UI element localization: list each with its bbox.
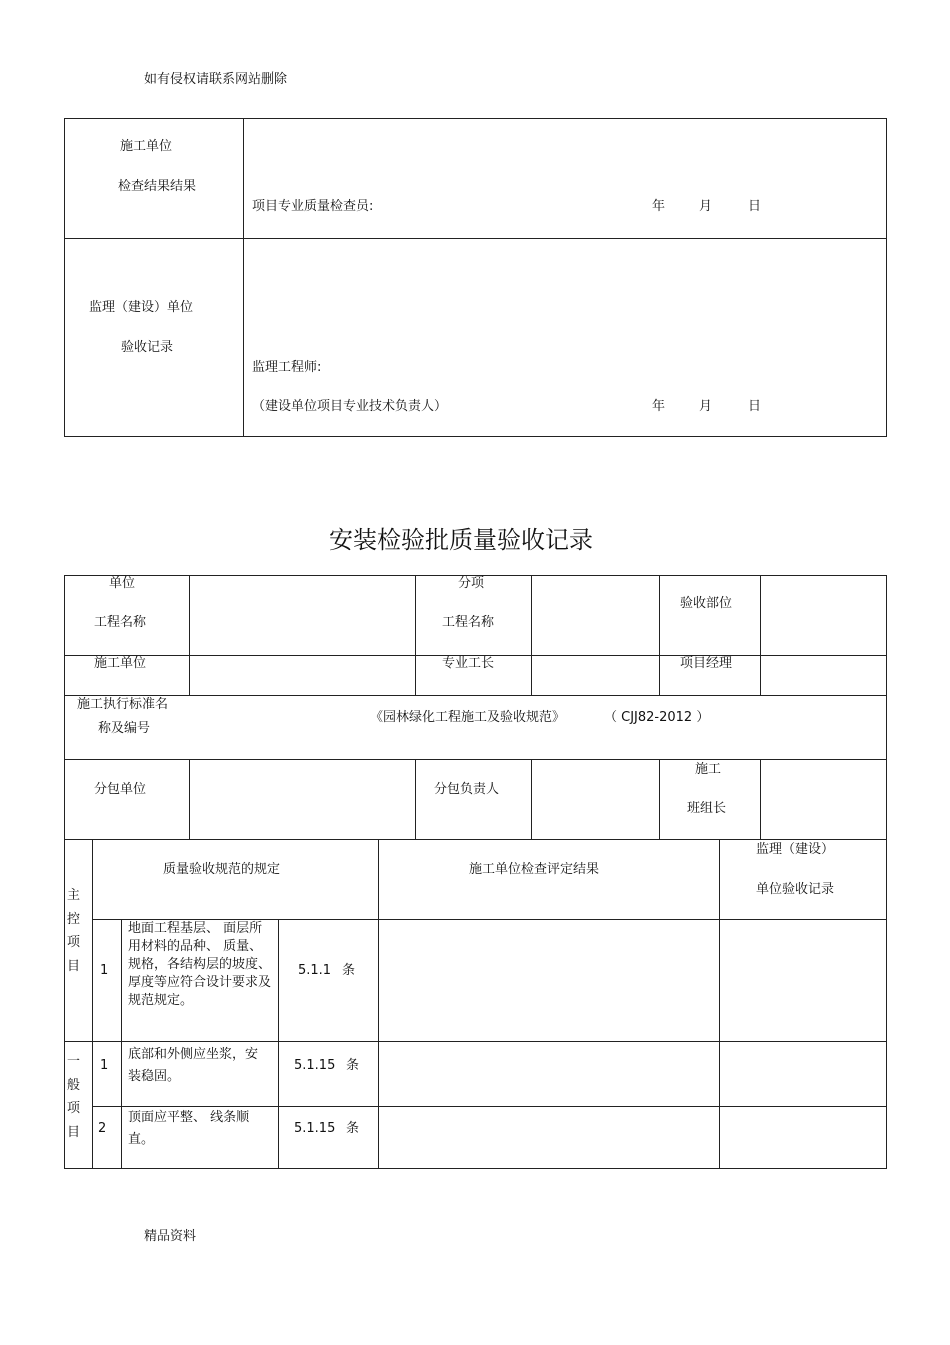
project-name-label: 单位 (109, 576, 136, 591)
item-number: 2 (98, 1121, 107, 1136)
team-leader-label: 施工 (695, 762, 722, 777)
standard-value: 《园林绿化工程施工及验收规范》 (370, 710, 566, 725)
clause-unit: 条 (342, 963, 356, 978)
main-items-char: 主 (67, 888, 81, 903)
header-note: 如有侵权请联系网站删除 (144, 72, 288, 87)
main-items-char: 项 (67, 935, 81, 950)
footer-note: 精品资料 (144, 1229, 197, 1244)
day-label: 日 (748, 399, 762, 414)
acceptance-part-label: 验收部位 (680, 596, 733, 611)
standard-code: （ CJJ82-2012 ） (604, 710, 710, 725)
supervisor-record-label: 监理（建设）单位 (89, 300, 194, 315)
contractor-result-label: 施工单位 (120, 139, 173, 154)
item-requirement: 底部和外侧应坐浆，安装稳固。 (128, 1047, 259, 1084)
clause-unit: 条 (346, 1121, 360, 1136)
owner-tech-label: （建设单位项目专业技术负责人） (252, 399, 448, 414)
engineer-label: 监理工程师: (252, 360, 322, 375)
subcontractor-label: 分包单位 (94, 782, 147, 797)
clause-number: 5.1.15 (294, 1058, 336, 1073)
form-title: 安装检验批质量验收记录 (329, 526, 593, 554)
main-items-char: 目 (67, 959, 81, 974)
team-leader-label-2: 班组长 (687, 801, 727, 816)
supervisor-record-label-2: 验收记录 (121, 340, 174, 355)
standard-label: 施工执行标准名 (77, 697, 169, 712)
general-items-char: 目 (67, 1125, 81, 1140)
item-requirement: 地面工程基层、 面层所用材料的品种、 质量、规格，各结构层的坡度、 厚度等应符合设计要求及规范规定。 (128, 921, 272, 1008)
general-items-char: 般 (67, 1078, 81, 1093)
month-label: 月 (699, 199, 713, 214)
inspector-label: 项目专业质量检查员: (252, 199, 374, 214)
general-items-char: 项 (67, 1101, 81, 1116)
sub-manager-label: 分包负责人 (434, 782, 500, 797)
standard-label-2: 称及编号 (98, 721, 151, 736)
contractor-label: 施工单位 (94, 656, 147, 671)
record-column-header: 监理（建设） (756, 842, 835, 857)
record-column-header-2: 单位验收记录 (756, 882, 835, 897)
check-column-header: 施工单位检查评定结果 (469, 862, 600, 877)
item-requirement: 顶面应平整、 线条顺直。 (128, 1110, 250, 1147)
general-items-char: 一 (67, 1054, 81, 1069)
contractor-result-label-2: 检查结果结果 (118, 179, 197, 194)
year-label: 年 (652, 199, 666, 214)
subitem-name-label: 分项 (458, 576, 485, 591)
clause-unit: 条 (346, 1058, 360, 1073)
clause-number: 5.1.1 (298, 963, 332, 978)
item-number: 1 (100, 963, 109, 978)
spec-column-header: 质量验收规范的规定 (163, 862, 281, 877)
subitem-name-label-2: 工程名称 (442, 615, 495, 630)
day-label: 日 (748, 199, 762, 214)
month-label: 月 (699, 399, 713, 414)
year-label: 年 (652, 399, 666, 414)
foreman-label: 专业工长 (442, 656, 495, 671)
project-name-label-2: 工程名称 (94, 615, 147, 630)
project-manager-label: 项目经理 (680, 656, 733, 671)
item-number: 1 (100, 1058, 109, 1073)
main-items-char: 控 (67, 912, 81, 927)
clause-number: 5.1.15 (294, 1121, 336, 1136)
